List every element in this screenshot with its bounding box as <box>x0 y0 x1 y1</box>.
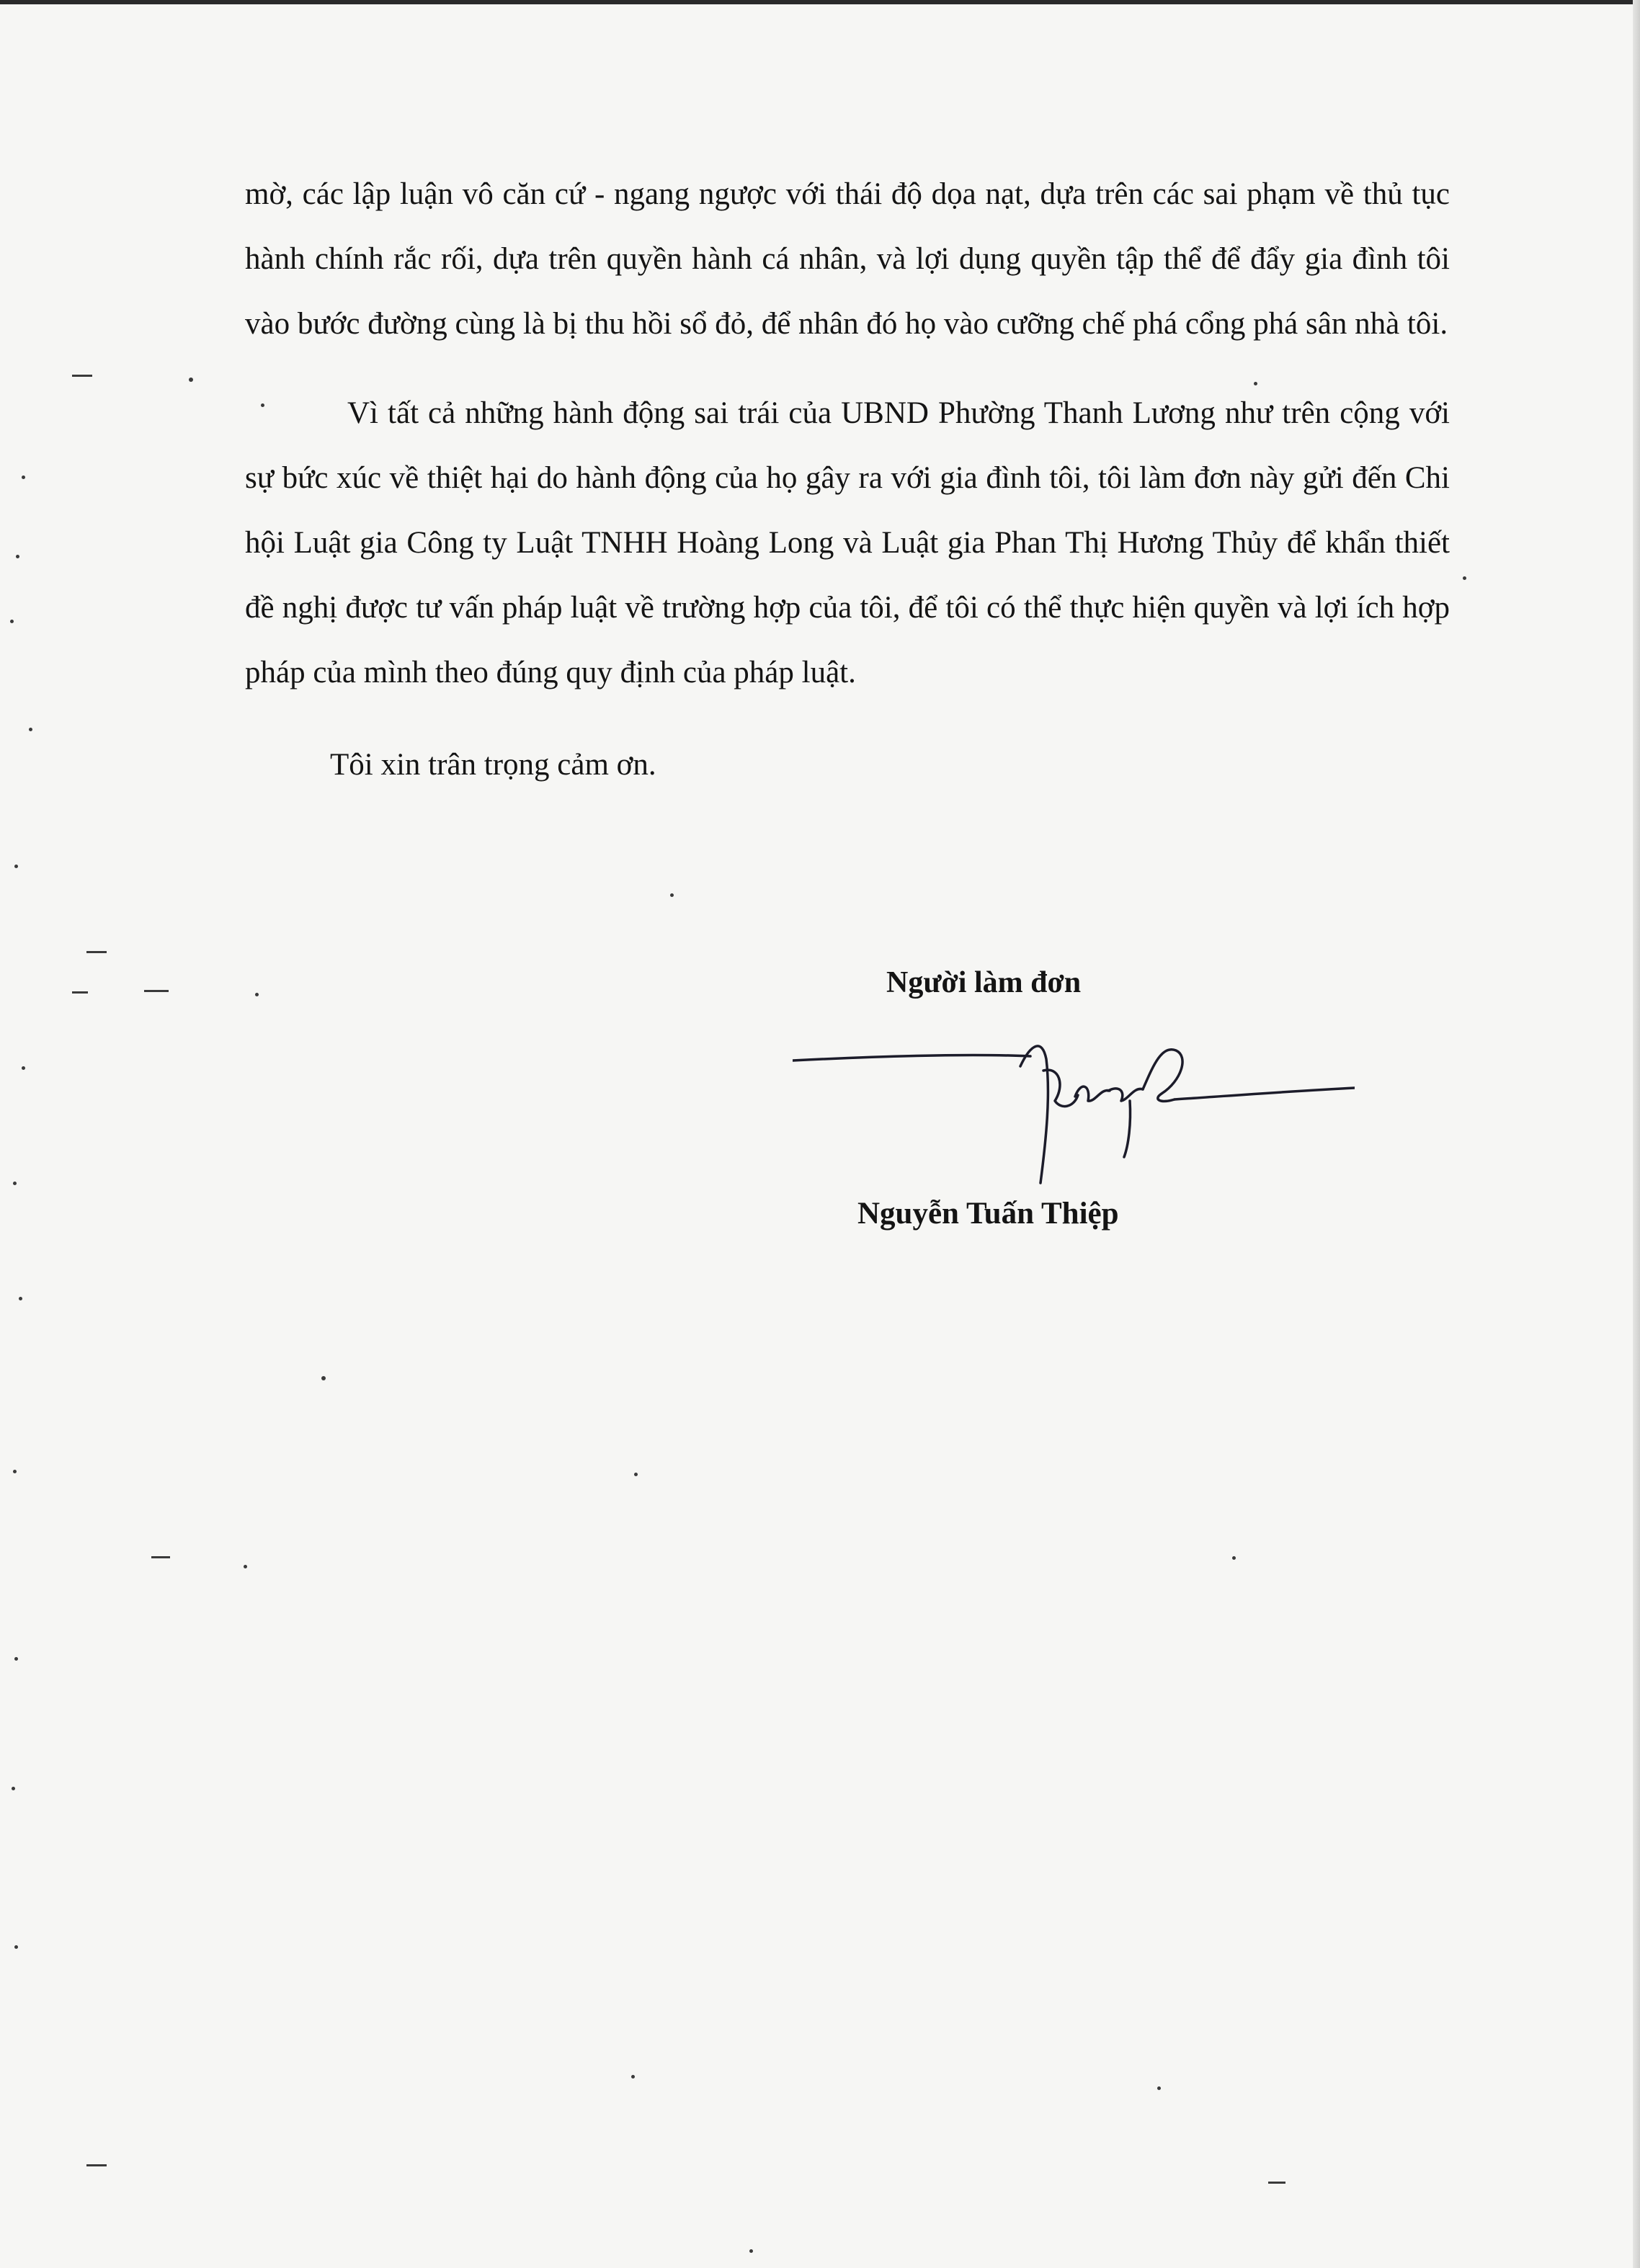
closing-line: Tôi xin trân trọng cảm ơn. <box>330 748 656 782</box>
handwritten-signature <box>793 1016 1355 1189</box>
body-paragraph: Vì tất cả những hành động sai trái của UBND Phường Thanh Lương như trên cộng với sự bức xúc về thiệt hại do hành động của họ gây ra với gia đình tôi, tôi làm đơn này gửi đến Chi hội Luật gia Công ty Luật TNHH Hoàng Long và Luật gia Phan Thị Hương Thủy để khẩn thiết đề nghị được tư vấn pháp luật về trường hợp của tôi, để tôi có thể thực hiện quyền và lợi ích hợp pháp của mình theo đúng quy định của pháp luật. <box>245 396 1450 689</box>
signer-name: Nguyễn Tuấn Thiệp <box>857 1197 1119 1231</box>
signer-title: Người làm đơn <box>886 966 1082 999</box>
body-paragraph: mờ, các lập luận vô căn cứ - ngang ngược với thái độ dọa nạt, dựa trên các sai phạm về thủ tục hành chính rắc rối, dựa trên quyền hành cá nhân, và lợi dụng quyền tập thể để đẩy gia đình tôi vào bước đường cùng là bị thu hồi sổ đỏ, để nhân đó họ vào cưỡng chế phá cổng phá sân nhà tôi. <box>245 177 1450 341</box>
signature-block <box>778 958 1369 1261</box>
document-body <box>245 162 1450 798</box>
